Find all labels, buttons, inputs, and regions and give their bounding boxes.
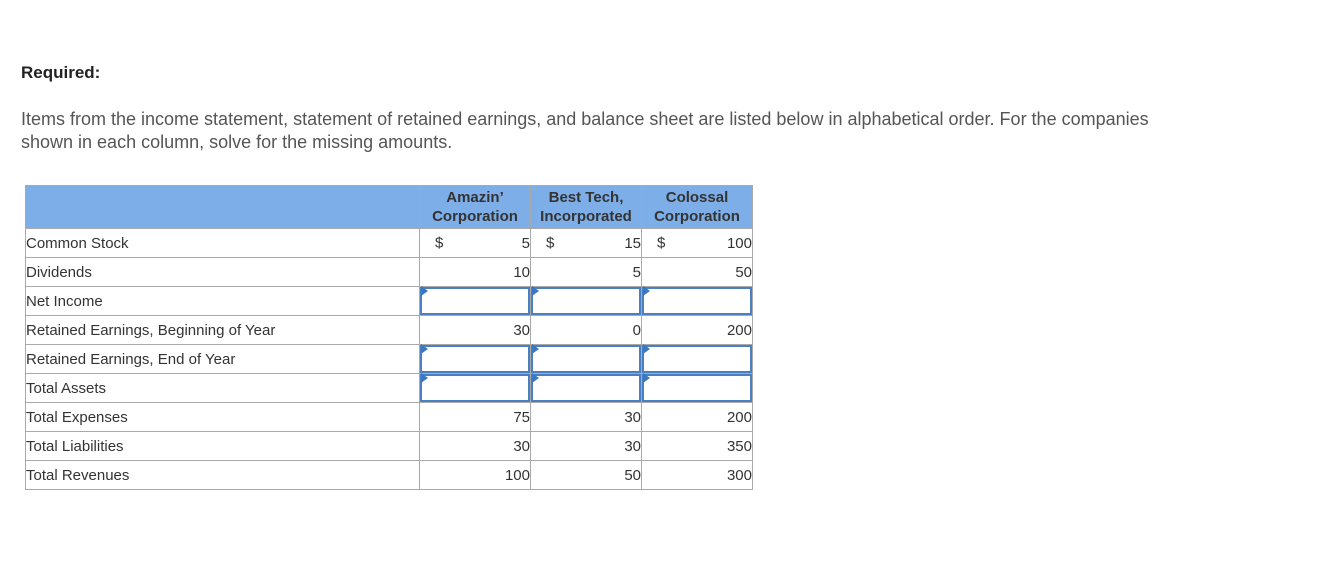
row-label: Total Expenses	[26, 403, 420, 432]
value-cell: 200	[642, 403, 753, 432]
item-column-header	[26, 186, 420, 229]
column-header-colossal	[642, 186, 753, 229]
net-income-input-colossal[interactable]	[642, 287, 752, 315]
table-row	[26, 316, 753, 345]
instructions-text: Items from the income statement, statement of retained earnings, and balance sheet are listed below in alphabetical order. For the companies shown in each column, solve for the missing amounts.	[21, 109, 1149, 152]
input-marker-icon	[421, 373, 428, 383]
column-header-line2: Corporation	[654, 208, 740, 225]
input-marker-icon	[421, 286, 428, 296]
table-header-row	[26, 186, 753, 229]
row-label: Retained Earnings, End of Year	[26, 345, 420, 374]
value-cell	[642, 229, 753, 258]
column-header-best-tech	[531, 186, 642, 229]
answer-cell	[531, 345, 642, 374]
required-heading: Required:	[21, 63, 101, 82]
answer-cell	[420, 345, 531, 374]
cell-value: 15	[624, 234, 641, 252]
re-end-input-colossal[interactable]	[642, 345, 752, 373]
input-marker-icon	[532, 344, 539, 354]
table-row	[26, 258, 753, 287]
value-cell: 10	[420, 258, 531, 287]
total-assets-input-colossal[interactable]	[642, 374, 752, 402]
value-cell: 200	[642, 316, 753, 345]
table-row	[26, 287, 753, 316]
cell-value: 100	[726, 234, 752, 252]
currency-symbol: $	[546, 234, 555, 252]
value-cell: 50	[531, 461, 642, 490]
value-cell: 5	[531, 258, 642, 287]
value-cell	[531, 229, 642, 258]
row-label: Total Revenues	[26, 461, 420, 490]
table-row	[26, 374, 753, 403]
value-cell: 50	[642, 258, 753, 287]
input-marker-icon	[643, 344, 650, 354]
value-cell: 30	[531, 403, 642, 432]
input-marker-icon	[421, 344, 428, 354]
re-end-input-best-tech[interactable]	[531, 345, 641, 373]
table-row	[26, 432, 753, 461]
value-cell: 300	[642, 461, 753, 490]
column-header-amazin	[420, 186, 531, 229]
column-header-line1: Best Tech,	[548, 189, 624, 206]
total-assets-input-amazin[interactable]	[420, 374, 530, 402]
cell-value: 5	[521, 234, 530, 252]
value-cell: 350	[642, 432, 753, 461]
currency-symbol: $	[657, 234, 666, 252]
answer-cell	[420, 374, 531, 403]
total-assets-input-best-tech[interactable]	[531, 374, 641, 402]
row-label: Dividends	[26, 258, 420, 287]
column-header-line2: Incorporated	[540, 208, 632, 225]
table-row	[26, 403, 753, 432]
table-row	[26, 229, 753, 258]
row-label: Total Assets	[26, 374, 420, 403]
value-cell: 30	[420, 432, 531, 461]
currency-symbol: $	[435, 234, 444, 252]
answer-cell	[642, 374, 753, 403]
value-cell: 75	[420, 403, 531, 432]
row-label: Common Stock	[26, 229, 420, 258]
row-label: Total Liabilities	[26, 432, 420, 461]
value-cell: 30	[531, 432, 642, 461]
net-income-input-amazin[interactable]	[420, 287, 530, 315]
column-header-line1: Colossal	[665, 189, 729, 206]
value-cell: 0	[531, 316, 642, 345]
answer-cell	[531, 374, 642, 403]
value-cell: 100	[420, 461, 531, 490]
input-marker-icon	[532, 373, 539, 383]
input-marker-icon	[643, 373, 650, 383]
value-cell: 30	[420, 316, 531, 345]
answer-cell	[642, 345, 753, 374]
missing-amounts-table	[25, 185, 753, 490]
row-label: Retained Earnings, Beginning of Year	[26, 316, 420, 345]
answer-cell	[531, 287, 642, 316]
input-marker-icon	[643, 286, 650, 296]
value-cell	[420, 229, 531, 258]
table-row	[26, 345, 753, 374]
answer-cell	[420, 287, 531, 316]
column-header-line2: Corporation	[432, 208, 518, 225]
net-income-input-best-tech[interactable]	[531, 287, 641, 315]
input-marker-icon	[532, 286, 539, 296]
answer-cell	[642, 287, 753, 316]
column-header-line1: Amazin’	[446, 189, 504, 206]
re-end-input-amazin[interactable]	[420, 345, 530, 373]
table-row	[26, 461, 753, 490]
row-label: Net Income	[26, 287, 420, 316]
